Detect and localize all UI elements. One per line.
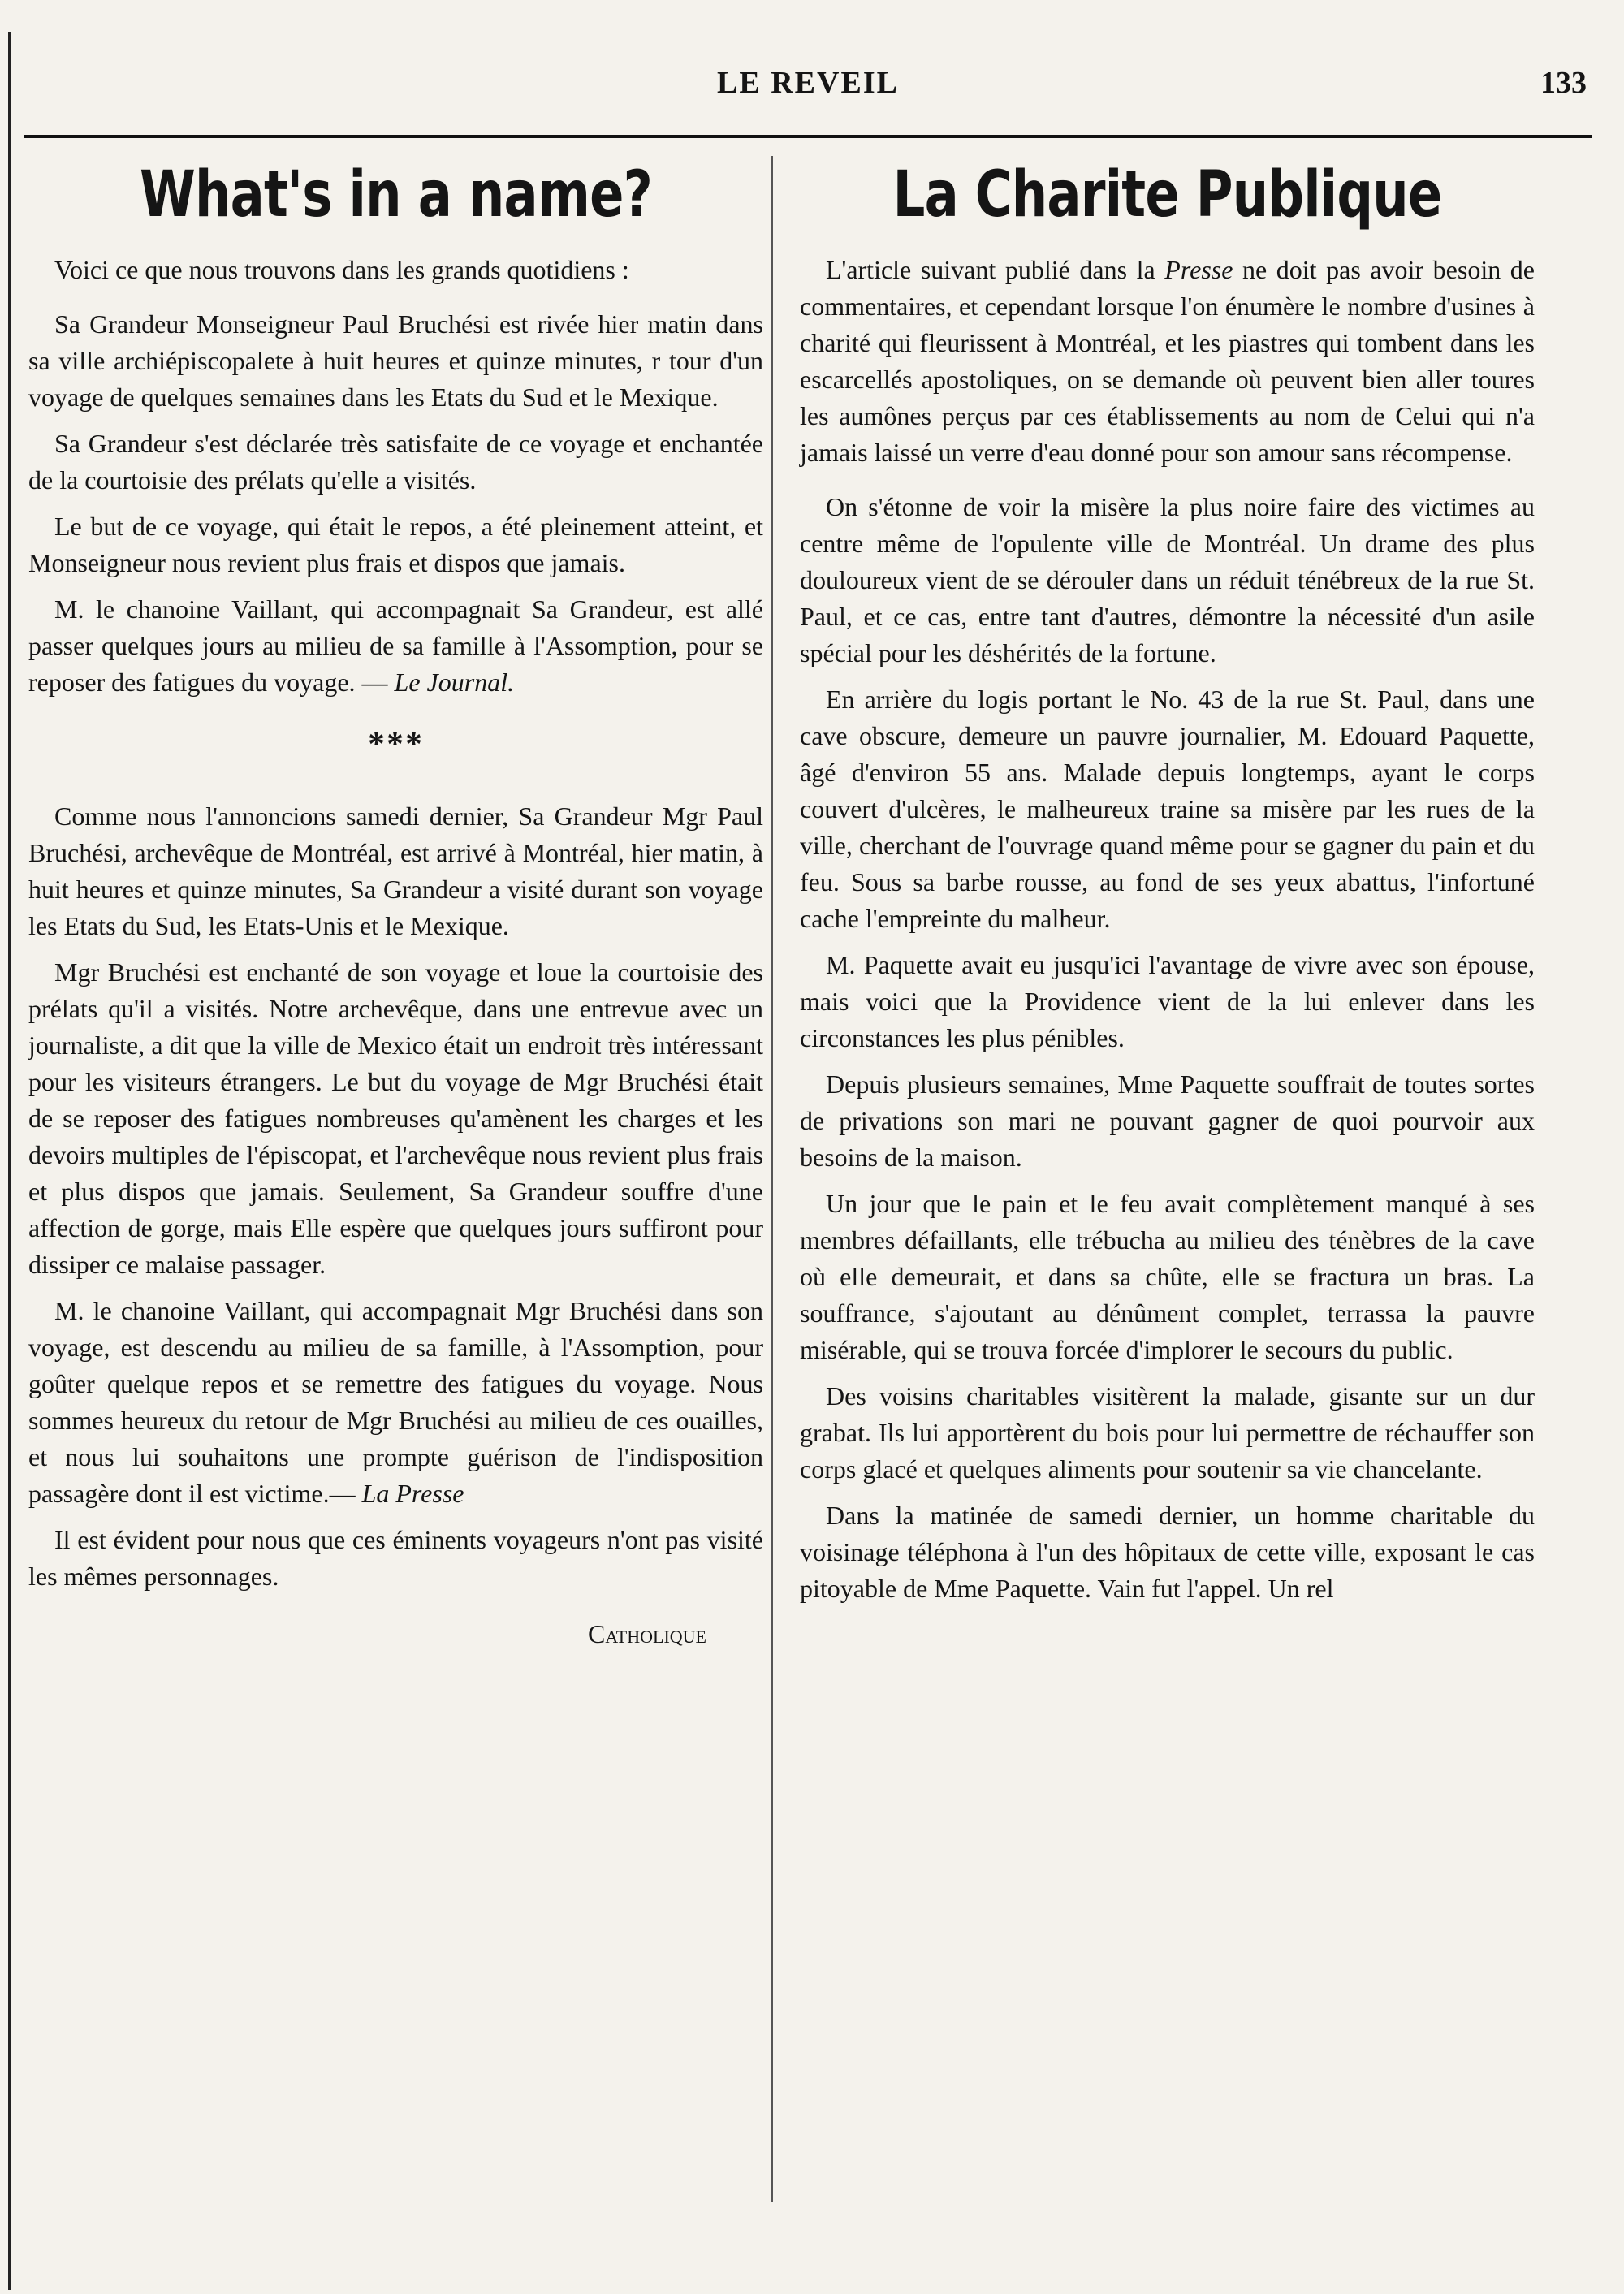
running-title: LE REVEIL: [717, 66, 899, 100]
intro-text: ne doit pas avoir besoin de commentaires, et cependant lorsque l'on énumère le nombre d'usines à charité qui fleurissent à Montréal, et les piastres qui tombent dans les escarcellés apostoliques, on se demande où peuvent bien aller toures les aumônes perçus par ces établissements au nom de Celui qui n'a jamais laissé un verre d'eau donné pour son amour sans récompense.: [800, 255, 1535, 467]
source-credit: Presse: [1164, 255, 1233, 284]
source-credit: La Presse: [361, 1479, 464, 1508]
left-paragraph: Mgr Bruchési est enchanté de son voyage et loue la courtoisie des prélats qu'il a visités. Notre archevêque, dans une entrevue avec un journaliste, a dit que la ville de Mexico était un endroit très intéressant pour les visiteurs étrangers. Le but du voyage de Mgr Bruchési était de se reposer des fatigues nombreuses qu'amènent les charges et les devoirs multiples de l'épiscopat, et l'archevêque nous revient plus frais et plus dispos que jamais. Seulement, Sa Grandeur souffre d'une affection de gorge, mais Elle espère que quelques jours suffiront pour dissiper ce malaise passager.: [28, 957, 763, 1279]
right-paragraph: On s'étonne de voir la misère la plus noire faire des victimes au centre même de l'opulente ville de Montréal. Un drame des plus douloureux vient de se dérouler dans un réduit ténébreux de la rue St. Paul, et ce cas, entre tant d'autres, démontre la nécessité d'un asile spécial pour les déshérités de la fortune.: [800, 492, 1535, 667]
left-paragraph: Comme nous l'annoncions samedi dernier, Sa Grandeur Mgr Paul Bruchési, archevêque de Montréal, est arrivé à Montréal, hier matin, à huit heures et quinze minutes, Sa Grandeur a visité durant son voyage les Etats du Sud, les Etats-Unis et le Mexique.: [28, 801, 763, 940]
left-paragraph: Sa Grandeur Monseigneur Paul Bruchési est rivée hier matin dans sa ville archiépiscopalete à huit heures et quinze minutes, r tour d'un voyage de quelques semaines dans les Etats du Sud et le Mexique.: [28, 309, 763, 412]
left-paragraph-with-source: [28, 1293, 763, 1512]
left-article: [28, 153, 763, 1662]
right-article-title: La Charite Publique: [892, 158, 1442, 231]
left-article-title: What's in a name?: [140, 158, 652, 231]
header-rule: [24, 135, 1592, 138]
article-signature: Catholique: [588, 1619, 706, 1648]
left-paragraph-with-source: [28, 591, 763, 701]
left-paragraph: Le but de ce voyage, qui était le repos, a été pleinement atteint, et Monseigneur nous revient plus frais et dispos que jamais.: [28, 512, 763, 577]
right-paragraph: Un jour que le pain et le feu avait complètement manqué à ses membres défaillants, elle trébucha au milieu des ténèbres de la cave où elle demeurait, et dans sa chûte, elle se fractura un bras. La souffrance, s'ajoutant au dénûment complet, terrassa la pauvre misérable, qui se trouva forcée d'implorer le secours du public.: [800, 1189, 1535, 1364]
right-paragraph: M. Paquette avait eu jusqu'ici l'avantage de vivre avec son épouse, mais voici que la Providence vient de la lui enlever dans les circonstances les plus pénibles.: [800, 950, 1535, 1052]
left-paragraph: Il est évident pour nous que ces éminents voyageurs n'ont pas visité les mêmes personnages.: [28, 1525, 763, 1591]
page-edge-rule: [8, 32, 11, 2290]
column-divider: [771, 156, 773, 2202]
right-paragraph: Dans la matinée de samedi dernier, un homme charitable du voisinage téléphona à l'un des hôpitaux de cette ville, exposant le cas pitoyable de Mme Paquette. Vain fut l'appel. Un rel: [800, 1501, 1535, 1603]
page-number: 133: [1540, 66, 1587, 100]
section-separator: ***: [368, 726, 424, 763]
right-paragraph: Depuis plusieurs semaines, Mme Paquette souffrait de toutes sortes de privations son mari ne pouvant gagner de quoi pourvoir aux besoins de la maison.: [800, 1069, 1535, 1172]
intro-text: L'article suivant publié dans la: [826, 255, 1165, 284]
right-article: [800, 153, 1535, 1617]
right-paragraph: Des voisins charitables visitèrent la malade, gisante sur un dur grabat. Ils lui apportèrent du bois pour lui permettre de réchauffer son corps glacé et quelques aliments pour soutenir sa vie chancelante.: [800, 1381, 1535, 1484]
right-intro-paragraph: [800, 252, 1535, 471]
page-header: [24, 65, 1592, 114]
left-paragraph-text: M. le chanoine Vaillant, qui accompagnait Mgr Bruchési dans son voyage, est descendu au milieu de sa famille, à l'Assomption, pour goûter quelque repos et se remettre des fatigues du voyage. Nous sommes heureux du retour de Mgr Bruchési au milieu de ces ouailles, et nous lui souhaitons une prompte guérison de l'indisposition passagère dont il est victime.—: [28, 1296, 763, 1508]
left-paragraph: Sa Grandeur s'est déclarée très satisfaite de ce voyage et enchantée de la courtoisie des prélats qu'elle a visités.: [28, 429, 763, 495]
source-credit: Le Journal.: [394, 667, 515, 697]
left-paragraph-text: M. le chanoine Vaillant, qui accompagnait Sa Grandeur, est allé passer quelques jours au milieu de sa famille à l'Assomption, pour se reposer des fatigues du voyage. —: [28, 594, 763, 697]
left-paragraph: Voici ce que nous trouvons dans les grands quotidiens :: [54, 255, 629, 284]
right-paragraph: En arrière du logis portant le No. 43 de la rue St. Paul, dans une cave obscure, demeure un pauvre journalier, M. Edouard Paquette, âgé d'environ 55 ans. Malade depuis longtemps, ayant le corps couvert d'ulcères, le malheureux traine sa misère par les rues de la ville, cherchant de l'ouvrage quand même pour se gagner du pain et du feu. Sous sa barbe rousse, au fond de ses yeux abattus, l'infortuné cache l'empreinte du malheur.: [800, 685, 1535, 933]
